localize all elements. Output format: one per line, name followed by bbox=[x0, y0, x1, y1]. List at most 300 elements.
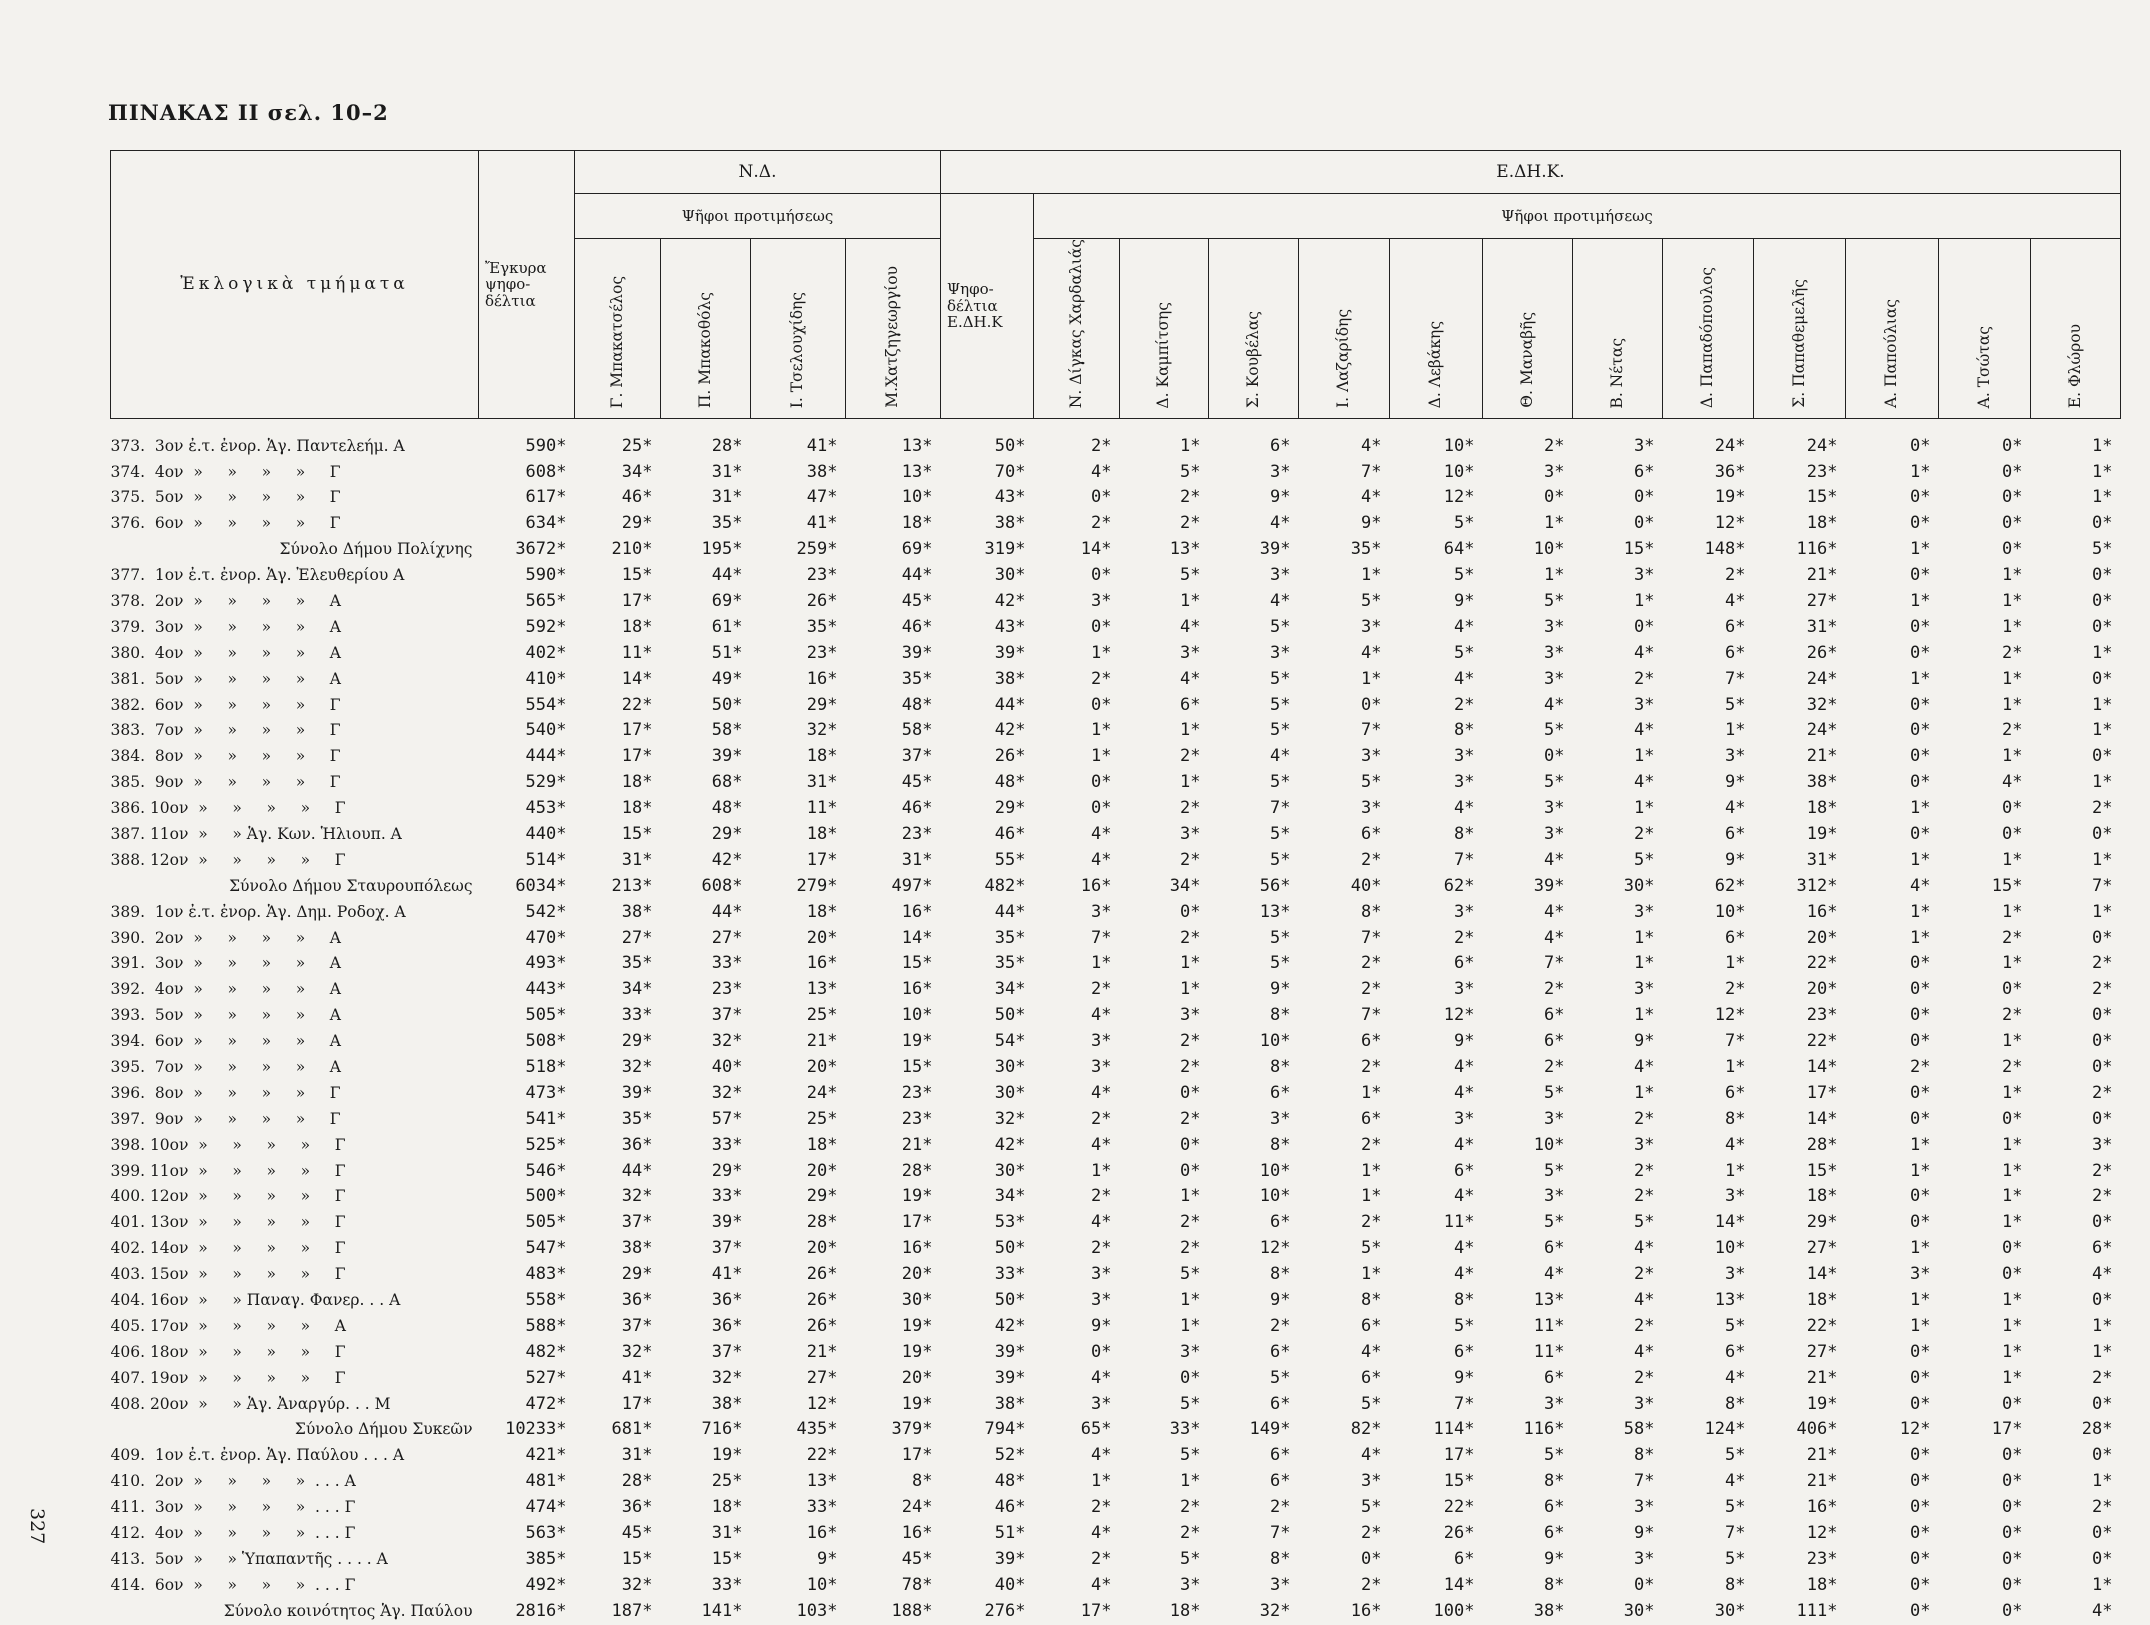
cell-value: 4* bbox=[1361, 435, 1382, 456]
cell-value: 4* bbox=[1634, 720, 1655, 741]
cell-value: 0* bbox=[2092, 1108, 2113, 1129]
cell-value: 0* bbox=[2092, 513, 2113, 534]
cell-value: 482* bbox=[525, 1341, 567, 1362]
cell-value: 1* bbox=[2092, 642, 2113, 663]
cell-value: 0* bbox=[2092, 1523, 2113, 1544]
cell-value: 19* bbox=[1806, 1393, 1838, 1414]
cell-value: 1* bbox=[1361, 565, 1382, 586]
cell-value: 41* bbox=[806, 513, 838, 534]
cell-value: 5* bbox=[1270, 849, 1291, 870]
cell-value: 78* bbox=[901, 1574, 933, 1595]
cell-value: 21* bbox=[1806, 1445, 1838, 1466]
cell-value: 6* bbox=[1544, 1005, 1565, 1026]
row-label: 383. 7ον » » » » Γ bbox=[110, 721, 341, 740]
cell-value: 0* bbox=[2002, 1108, 2023, 1129]
cell-value: 3* bbox=[1270, 1108, 1291, 1129]
cell-value: 4* bbox=[1361, 1445, 1382, 1466]
cell-value: 2* bbox=[2002, 642, 2023, 663]
table-row bbox=[111, 821, 2121, 847]
cell-value: 0* bbox=[1180, 1160, 1201, 1181]
nd-candidate-header: Π. Μπακοθόλς bbox=[661, 239, 751, 419]
cell-value: 0* bbox=[2002, 487, 2023, 508]
cell-value: 8* bbox=[1270, 1548, 1291, 1569]
cell-value: 26* bbox=[1443, 1523, 1475, 1544]
cell-value: 8* bbox=[1270, 1264, 1291, 1285]
cell-value: 32* bbox=[621, 1341, 653, 1362]
cell-value: 16* bbox=[806, 668, 838, 689]
cell-value: 1* bbox=[1180, 1290, 1201, 1311]
cell-value: 1* bbox=[2002, 1134, 2023, 1155]
cell-value: 2* bbox=[1544, 979, 1565, 1000]
cell-value: 16* bbox=[901, 1238, 933, 1259]
cell-value: 2* bbox=[1361, 1212, 1382, 1233]
cell-value: 35* bbox=[711, 513, 743, 534]
cell-value: 12* bbox=[1714, 1005, 1746, 1026]
cell-value: 17* bbox=[1806, 1082, 1838, 1103]
cell-value: 44* bbox=[994, 901, 1026, 922]
cell-value: 518* bbox=[525, 1057, 567, 1077]
cell-value: 0* bbox=[2002, 435, 2023, 456]
cell-value: 592* bbox=[525, 616, 567, 637]
cell-value: 41* bbox=[621, 1367, 653, 1388]
cell-value: 4* bbox=[1454, 668, 1475, 689]
cell-value: 10* bbox=[1259, 1186, 1291, 1207]
cell-value: 1* bbox=[1910, 668, 1931, 689]
cell-value: 1* bbox=[2092, 1315, 2113, 1336]
cell-value: 5* bbox=[1270, 668, 1291, 689]
edik-candidate-header: Ι. Λαζαρίδης bbox=[1299, 239, 1390, 419]
cell-value: 30* bbox=[994, 1082, 1026, 1103]
cell-value: 0* bbox=[1910, 953, 1931, 974]
cell-value: 5* bbox=[1454, 642, 1475, 663]
row-label: Σύνολο Δήμου Σταυρουπόλεως bbox=[229, 876, 473, 895]
cell-value: 8* bbox=[1361, 901, 1382, 922]
cell-value: 10* bbox=[901, 1005, 933, 1026]
cell-value: 5* bbox=[1270, 927, 1291, 948]
cell-value: 13* bbox=[1714, 1290, 1746, 1311]
cell-value: 7* bbox=[1634, 1471, 1655, 1492]
cell-value: 36* bbox=[621, 1134, 653, 1155]
cell-value: 24* bbox=[901, 1497, 933, 1518]
cell-value: 0* bbox=[2092, 823, 2113, 844]
cell-value: 0* bbox=[1634, 487, 1655, 508]
cell-value: 529* bbox=[525, 772, 567, 793]
cell-value: 1* bbox=[1544, 565, 1565, 586]
cell-value: 444* bbox=[525, 746, 567, 767]
cell-value: 9* bbox=[1454, 1367, 1475, 1388]
cell-value: 45* bbox=[901, 590, 933, 611]
cell-value: 472* bbox=[525, 1393, 567, 1414]
cell-value: 0* bbox=[2092, 1548, 2113, 1569]
cell-value: 8* bbox=[1544, 1574, 1565, 1595]
cell-value: 1* bbox=[1361, 1264, 1382, 1285]
cell-value: 9* bbox=[1634, 1031, 1655, 1052]
cell-value: 11* bbox=[1443, 1212, 1475, 1233]
cell-value: 39* bbox=[994, 1367, 1026, 1388]
cell-value: 31* bbox=[1806, 616, 1838, 637]
cell-value: 64* bbox=[1443, 539, 1475, 560]
cell-value: 1* bbox=[1634, 927, 1655, 948]
cell-value: 4* bbox=[1091, 1082, 1112, 1103]
cell-value: 14* bbox=[1443, 1574, 1475, 1595]
cell-value: 0* bbox=[1910, 1212, 1931, 1233]
cell-value: 29* bbox=[621, 513, 653, 534]
cell-value: 3* bbox=[1634, 979, 1655, 1000]
cell-value: 46* bbox=[901, 798, 933, 819]
cell-value: 27* bbox=[1806, 1238, 1838, 1259]
cell-value: 0* bbox=[1910, 1548, 1931, 1569]
nd-candidate-header: Μ.Χατζηγεωργίου bbox=[846, 239, 941, 419]
cell-value: 5* bbox=[1634, 849, 1655, 870]
cell-value: 4* bbox=[1725, 1134, 1746, 1155]
cell-value: 1* bbox=[1910, 1290, 1931, 1311]
cell-value: 50* bbox=[994, 435, 1026, 456]
cell-value: 3* bbox=[1634, 1393, 1655, 1414]
cell-value: 4* bbox=[1634, 772, 1655, 793]
cell-value: 6* bbox=[1361, 1031, 1382, 1052]
cell-value: 4* bbox=[1454, 1264, 1475, 1285]
cell-value: 4* bbox=[1910, 875, 1931, 896]
cell-value: 7* bbox=[2092, 875, 2113, 896]
cell-value: 55* bbox=[994, 849, 1026, 870]
cell-value: 617* bbox=[525, 487, 567, 508]
cell-value: 10* bbox=[1533, 1134, 1565, 1155]
cell-value: 2* bbox=[2092, 1497, 2113, 1518]
cell-value: 19* bbox=[1714, 487, 1746, 508]
cell-value: 0* bbox=[2002, 979, 2023, 1000]
cell-value: 20* bbox=[1806, 979, 1838, 1000]
cell-value: 0* bbox=[2002, 823, 2023, 844]
cell-value: 45* bbox=[901, 1548, 933, 1569]
cell-value: 0* bbox=[1910, 565, 1931, 586]
cell-value: 61* bbox=[711, 616, 743, 637]
cell-value: 794* bbox=[984, 1419, 1026, 1440]
cell-value: 16* bbox=[901, 901, 933, 922]
cell-value: 9* bbox=[1725, 849, 1746, 870]
cell-value: 17* bbox=[1991, 1419, 2023, 1440]
cell-value: 141* bbox=[701, 1600, 743, 1621]
table-row bbox=[111, 1002, 2121, 1028]
cell-value: 51* bbox=[711, 642, 743, 663]
cell-value: 27* bbox=[1806, 590, 1838, 611]
cell-value: 19* bbox=[1806, 823, 1838, 844]
cell-value: 2* bbox=[1180, 927, 1201, 948]
cell-value: 1* bbox=[2092, 435, 2113, 456]
cell-value: 525* bbox=[525, 1134, 567, 1155]
cell-value: 3* bbox=[1361, 798, 1382, 819]
cell-value: 1* bbox=[1910, 461, 1931, 482]
row-label: 378. 2ον » » » » Α bbox=[110, 591, 342, 610]
cell-value: 565* bbox=[525, 590, 567, 611]
cell-value: 4* bbox=[1725, 590, 1746, 611]
cell-value: 402* bbox=[525, 642, 567, 663]
cell-value: 31* bbox=[711, 1523, 743, 1544]
cell-value: 10* bbox=[1443, 435, 1475, 456]
cell-value: 4* bbox=[1454, 1134, 1475, 1155]
cell-value: 1* bbox=[1361, 1186, 1382, 1207]
cell-value: 2* bbox=[2092, 1367, 2113, 1388]
cell-value: 0* bbox=[1634, 513, 1655, 534]
cell-value: 37* bbox=[711, 1238, 743, 1259]
cell-value: 2* bbox=[1361, 849, 1382, 870]
cell-value: 5* bbox=[1180, 565, 1201, 586]
cell-value: 0* bbox=[2002, 461, 2023, 482]
cell-value: 563* bbox=[525, 1523, 567, 1544]
cell-value: 379* bbox=[891, 1419, 933, 1440]
cell-value: 3* bbox=[1544, 461, 1565, 482]
cell-value: 2* bbox=[1634, 1186, 1655, 1207]
cell-value: 25* bbox=[806, 1108, 838, 1129]
table-row bbox=[111, 1158, 2121, 1184]
row-label: 373. 3ον ἐ.τ. ἐνορ. Ἁγ. Παντελεήμ. Α bbox=[110, 436, 405, 455]
cell-value: 0* bbox=[1361, 1548, 1382, 1569]
cell-value: 210* bbox=[611, 539, 653, 560]
cell-value: 18* bbox=[1169, 1600, 1201, 1621]
table-row bbox=[111, 743, 2121, 769]
cell-value: 1* bbox=[1091, 1160, 1112, 1181]
cell-value: 4* bbox=[1091, 1574, 1112, 1595]
cell-value: 0* bbox=[1180, 1082, 1201, 1103]
cell-value: 2* bbox=[1634, 1315, 1655, 1336]
cell-value: 32* bbox=[621, 1574, 653, 1595]
cell-value: 6* bbox=[1544, 1367, 1565, 1388]
cell-value: 3* bbox=[1270, 565, 1291, 586]
cell-value: 36* bbox=[1714, 461, 1746, 482]
cell-value: 44* bbox=[621, 1160, 653, 1181]
cell-value: 38* bbox=[711, 1393, 743, 1414]
cell-value: 100* bbox=[1433, 1600, 1475, 1621]
cell-value: 50* bbox=[711, 694, 743, 715]
cell-value: 4* bbox=[1634, 1290, 1655, 1311]
cell-value: 18* bbox=[1806, 513, 1838, 534]
cell-value: 2* bbox=[2002, 720, 2023, 741]
cell-value: 4* bbox=[2092, 1600, 2113, 1621]
cell-value: 6* bbox=[1361, 1108, 1382, 1129]
edik-candidate-header: Α. Παπούλιας bbox=[1846, 239, 1939, 419]
cell-value: 46* bbox=[994, 823, 1026, 844]
cell-value: 24* bbox=[1714, 435, 1746, 456]
row-label: 388. 12ον » » » » Γ bbox=[110, 850, 346, 869]
cell-value: 5* bbox=[1725, 1445, 1746, 1466]
row-label: 407. 19ον » » » » Γ bbox=[110, 1368, 346, 1387]
table-row bbox=[111, 1106, 2121, 1132]
cell-value: 0* bbox=[1091, 694, 1112, 715]
cell-value: 3* bbox=[1634, 1548, 1655, 1569]
cell-value: 111* bbox=[1796, 1600, 1838, 1621]
cell-value: 0* bbox=[1634, 616, 1655, 637]
cell-value: 0* bbox=[2092, 1057, 2113, 1077]
cell-value: 29* bbox=[621, 1264, 653, 1285]
cell-value: 2* bbox=[1180, 1238, 1201, 1259]
cell-value: 27* bbox=[711, 927, 743, 948]
cell-value: 21* bbox=[901, 1134, 933, 1155]
cell-value: 716* bbox=[701, 1419, 743, 1440]
edik-ballots-header: Ψηφο-δέλτια Ε.ΔΗ.Κ bbox=[941, 194, 1034, 419]
cell-value: 18* bbox=[901, 513, 933, 534]
cell-value: 18* bbox=[621, 772, 653, 793]
cell-value: 2* bbox=[1634, 668, 1655, 689]
cell-value: 0* bbox=[1361, 694, 1382, 715]
cell-value: 33* bbox=[1169, 1419, 1201, 1440]
table-row bbox=[111, 1546, 2121, 1572]
cell-value: 33* bbox=[711, 1574, 743, 1595]
cell-value: 1* bbox=[1910, 1315, 1931, 1336]
cell-value: 21* bbox=[806, 1341, 838, 1362]
cell-value: 5* bbox=[1634, 1212, 1655, 1233]
cell-value: 1* bbox=[2092, 772, 2113, 793]
cell-value: 30* bbox=[994, 1057, 1026, 1077]
cell-value: 26* bbox=[806, 590, 838, 611]
cell-value: 540* bbox=[525, 720, 567, 741]
cell-value: 2* bbox=[1180, 746, 1201, 767]
cell-value: 1* bbox=[2002, 1315, 2023, 1336]
cell-value: 2* bbox=[1725, 565, 1746, 586]
cell-value: 1* bbox=[1910, 901, 1931, 922]
cell-value: 8* bbox=[1634, 1445, 1655, 1466]
cell-value: 3* bbox=[1725, 746, 1746, 767]
cell-value: 27* bbox=[621, 927, 653, 948]
cell-value: 0* bbox=[1910, 1445, 1931, 1466]
cell-value: 36* bbox=[711, 1290, 743, 1311]
cell-value: 8* bbox=[912, 1471, 933, 1492]
cell-value: 0* bbox=[2092, 1290, 2113, 1311]
cell-value: 4* bbox=[1634, 1057, 1655, 1077]
cell-value: 58* bbox=[1623, 1419, 1655, 1440]
sections-header: Ἐκλογικὰ τμήματα bbox=[111, 151, 479, 419]
cell-value: 2* bbox=[1091, 979, 1112, 1000]
cell-value: 1* bbox=[1910, 1134, 1931, 1155]
cell-value: 5* bbox=[1180, 461, 1201, 482]
cell-value: 453* bbox=[525, 798, 567, 819]
cell-value: 29* bbox=[806, 1186, 838, 1207]
cell-value: 0* bbox=[2002, 798, 2023, 819]
cell-value: 46* bbox=[901, 616, 933, 637]
cell-value: 6* bbox=[1544, 1523, 1565, 1544]
cell-value: 1* bbox=[2092, 694, 2113, 715]
cell-value: 2* bbox=[1091, 668, 1112, 689]
row-label: 398. 10ον » » » » Γ bbox=[110, 1135, 346, 1154]
cell-value: 35* bbox=[994, 953, 1026, 974]
row-label: 404. 16ον » » Παναγ. Φανερ. . . Α bbox=[110, 1291, 401, 1310]
cell-value: 0* bbox=[2002, 1600, 2023, 1621]
cell-value: 0* bbox=[1180, 901, 1201, 922]
cell-value: 58* bbox=[711, 720, 743, 741]
cell-value: 42* bbox=[994, 1315, 1026, 1336]
cell-value: 0* bbox=[1091, 1341, 1112, 1362]
cell-value: 6* bbox=[1544, 1031, 1565, 1052]
cell-value: 44* bbox=[901, 565, 933, 586]
cell-value: 29* bbox=[711, 823, 743, 844]
cell-value: 19* bbox=[711, 1445, 743, 1466]
cell-value: 4* bbox=[1270, 513, 1291, 534]
cell-value: 15* bbox=[711, 1548, 743, 1569]
cell-value: 2* bbox=[2002, 1057, 2023, 1077]
cell-value: 2* bbox=[1180, 1212, 1201, 1233]
cell-value: 8* bbox=[1725, 1393, 1746, 1414]
cell-value: 5* bbox=[1361, 772, 1382, 793]
cell-value: 6* bbox=[1454, 1548, 1475, 1569]
cell-value: 31* bbox=[621, 849, 653, 870]
cell-value: 3* bbox=[1454, 901, 1475, 922]
cell-value: 2* bbox=[1361, 953, 1382, 974]
cell-value: 12* bbox=[1806, 1523, 1838, 1544]
cell-value: 1* bbox=[1091, 720, 1112, 741]
cell-value: 7* bbox=[1361, 927, 1382, 948]
cell-value: 32* bbox=[621, 1057, 653, 1077]
cell-value: 62* bbox=[1714, 875, 1746, 896]
cell-value: 12* bbox=[806, 1393, 838, 1414]
table-row bbox=[111, 1054, 2121, 1080]
cell-value: 2* bbox=[1180, 1108, 1201, 1129]
cell-value: 4* bbox=[1091, 1523, 1112, 1544]
cell-value: 29* bbox=[1806, 1212, 1838, 1233]
cell-value: 0* bbox=[1091, 616, 1112, 637]
cell-value: 0* bbox=[2002, 1497, 2023, 1518]
cell-value: 1* bbox=[1634, 953, 1655, 974]
cell-value: 4* bbox=[1180, 616, 1201, 637]
table-row bbox=[111, 951, 2121, 977]
table-row bbox=[111, 1572, 2121, 1598]
cell-value: 1* bbox=[1910, 927, 1931, 948]
cell-value: 21* bbox=[806, 1031, 838, 1052]
row-label: 375. 5ον » » » » Γ bbox=[110, 488, 341, 507]
cell-value: 34* bbox=[621, 979, 653, 1000]
row-label: 414. 6ον » » » » . . . Γ bbox=[110, 1575, 356, 1594]
cell-value: 8* bbox=[1544, 1471, 1565, 1492]
cell-value: 497* bbox=[891, 875, 933, 896]
cell-value: 410* bbox=[525, 668, 567, 689]
cell-value: 37* bbox=[711, 1341, 743, 1362]
cell-value: 4* bbox=[1091, 823, 1112, 844]
edik-candidate-header: Σ. Παπαθεμελῆς bbox=[1754, 239, 1846, 419]
cell-value: 10* bbox=[901, 487, 933, 508]
cell-value: 3* bbox=[1091, 1031, 1112, 1052]
cell-value: 9* bbox=[1091, 1315, 1112, 1336]
cell-value: 9* bbox=[1544, 1548, 1565, 1569]
cell-value: 608* bbox=[701, 875, 743, 896]
cell-value: 26* bbox=[806, 1290, 838, 1311]
cell-value: 1* bbox=[1725, 720, 1746, 741]
cell-value: 3* bbox=[1910, 1264, 1931, 1285]
cell-value: 20* bbox=[1806, 927, 1838, 948]
cell-value: 31* bbox=[1806, 849, 1838, 870]
valid-ballots-header: Ἔγκυρα ψηφο-δέλτια bbox=[479, 151, 575, 419]
cell-value: 18* bbox=[806, 901, 838, 922]
cell-value: 2* bbox=[1634, 1264, 1655, 1285]
cell-value: 2* bbox=[2092, 1186, 2113, 1207]
cell-value: 45* bbox=[621, 1523, 653, 1544]
row-label: 390. 2ον » » » » Α bbox=[110, 928, 342, 947]
edik-candidate-header: Δ. Καμπίτσης bbox=[1120, 239, 1209, 419]
cell-value: 2* bbox=[2002, 1005, 2023, 1026]
cell-value: 18* bbox=[1806, 1186, 1838, 1207]
cell-value: 0* bbox=[1910, 1497, 1931, 1518]
cell-value: 11* bbox=[1533, 1315, 1565, 1336]
cell-value: 23* bbox=[1806, 1005, 1838, 1026]
table-row bbox=[111, 1365, 2121, 1391]
cell-value: 15* bbox=[1623, 539, 1655, 560]
cell-value: 1* bbox=[2002, 1160, 2023, 1181]
cell-value: 3* bbox=[1180, 1005, 1201, 1026]
cell-value: 44* bbox=[711, 565, 743, 586]
cell-value: 2* bbox=[1091, 1238, 1112, 1259]
cell-value: 0* bbox=[1910, 1471, 1931, 1492]
table-row bbox=[111, 1209, 2121, 1235]
cell-value: 36* bbox=[621, 1497, 653, 1518]
cell-value: 4* bbox=[1091, 1005, 1112, 1026]
cell-value: 44* bbox=[711, 901, 743, 922]
cell-value: 31* bbox=[621, 1445, 653, 1466]
